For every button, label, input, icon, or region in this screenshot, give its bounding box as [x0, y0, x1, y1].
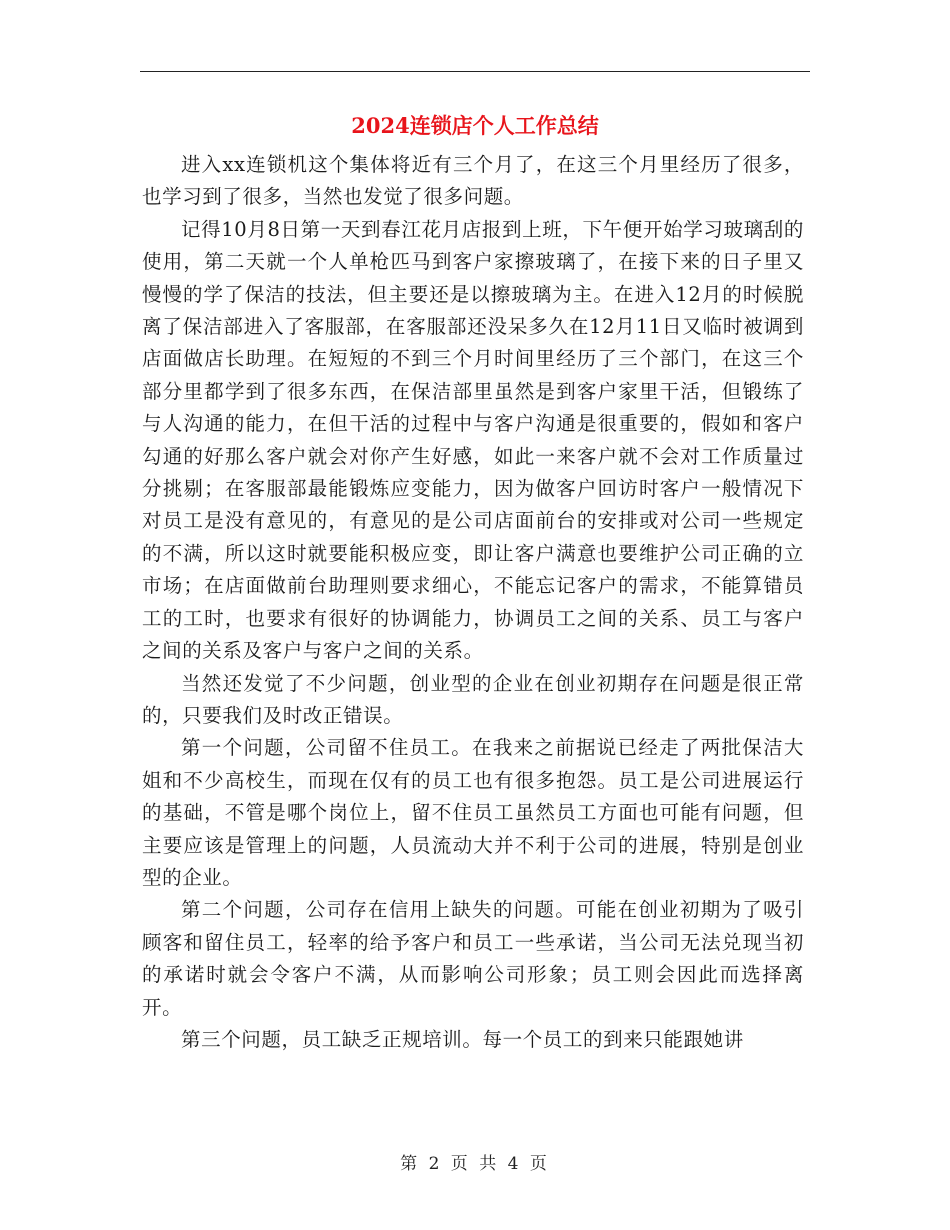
body-paragraph: 第一个问题，公司留不住员工。在我来之前据说已经走了两批保洁大姐和不少高校生，而现在仅有的员工也有很多抱怨。员工是公司进展运行的基础，不管是哪个岗位上，留不住员工虽然员工方面也可能有问题，但主要应该是管理上的问题，人员流动大并不利于公司的进展，特别是创业型的企业。 — [142, 736, 804, 889]
document-body — [142, 149, 804, 1056]
document-title: 2024连锁店个人工作总结 — [351, 113, 599, 138]
header-rule — [140, 71, 810, 72]
body-paragraph: 当然还发觉了不少问题，创业型的企业在创业初期存在问题是很正常的，只要我们及时改正错误。 — [142, 671, 804, 727]
page-number-footer: 第 2 页 共 4 页 — [400, 1154, 550, 1174]
body-paragraph: 进入xx连锁机这个集体将近有三个月了，在这三个月里经历了很多，也学习到了很多，当然也发觉了很多问题。 — [142, 153, 804, 209]
body-paragraph: 记得10月8日第一天到春江花月店报到上班，下午便开始学习玻璃刮的使用，第二天就一个人单枪匹马到客户家擦玻璃了，在接下来的日子里又慢慢的学了保洁的技法，但主要还是以擦玻璃为主。在进入12月的时候脱离了保洁部进入了客服部，在客服部还没呆多久在12月11日又临时被调到店面做店长助理。在短短的不到三个月时间里经历了三个部门，在这三个部分里都学到了很多东西，在保洁部里虽然是到客户家里干活，但锻练了与人沟通的能力，在但干活的过程中与客户沟通是很重要的，假如和客户勾通的好那么客户就会对你产生好感，如此一来客户就不会对工作质量过分挑剔；在客服部最能锻炼应变能力，因为做客户回访时客户一般情况下对员工是没有意见的，有意见的是公司店面前台的安排或对公司一些规定的不满，所以这时就要能积极应变，即让客户满意也要维护公司正确的立市场；在店面做前台助理则要求细心，不能忘记客户的需求，不能算错员工的工时，也要求有很好的协调能力，协调员工之间的关系、员工与客户之间的关系及客户与客户之间的关系。 — [142, 217, 804, 663]
body-paragraph: 第三个问题，员工缺乏正规培训。每一个员工的到来只能跟她讲 — [181, 1027, 744, 1051]
body-paragraph: 第二个问题，公司存在信用上缺失的问题。可能在创业初期为了吸引顾客和留住员工，轻率的给予客户和员工一些承诺，当公司无法兑现当初的承诺时就会令客户不满，从而影响公司形象；员工则会因此而选择离开。 — [142, 898, 804, 1019]
